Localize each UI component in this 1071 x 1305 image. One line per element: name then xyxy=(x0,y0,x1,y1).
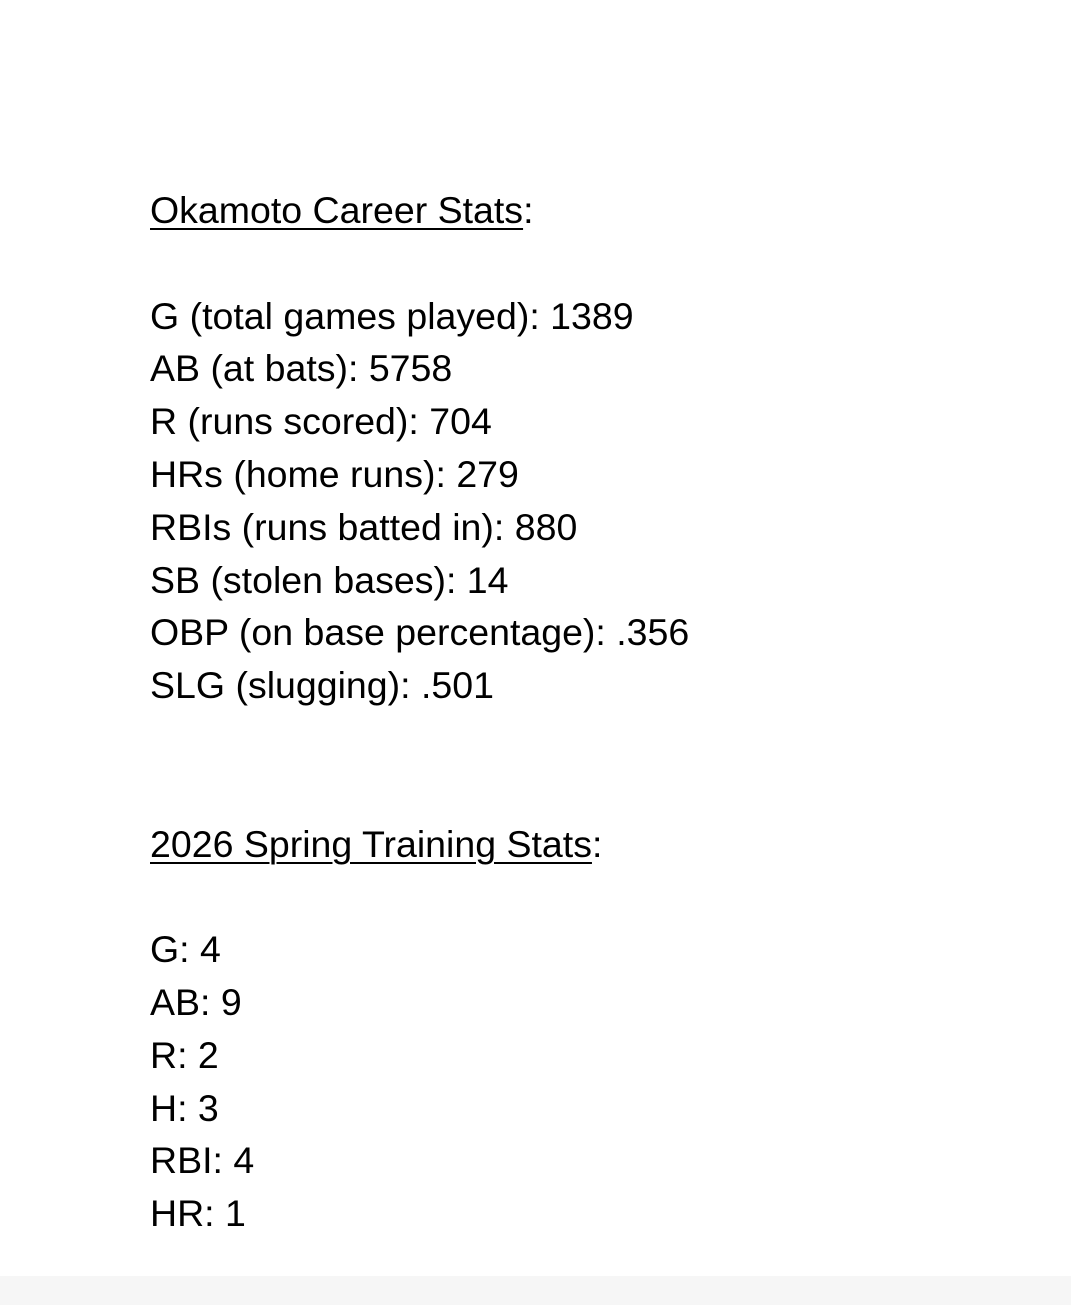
blank-line xyxy=(150,870,689,923)
spring-training-heading-colon: : xyxy=(591,822,603,865)
career-stat-games: G (total games played): 1389 xyxy=(150,294,634,337)
spring-training-section xyxy=(150,818,689,1240)
section-spacer xyxy=(150,712,689,818)
spring-training-heading xyxy=(150,818,689,871)
career-stat-runs: R (runs scored): 704 xyxy=(150,400,492,443)
career-stats-heading xyxy=(150,184,689,237)
career-stats-section xyxy=(150,184,689,712)
spring-training-heading-text: 2026 Spring Training Stats xyxy=(150,822,592,865)
spring-stat-games: G: 4 xyxy=(150,928,221,971)
spring-stat-home-runs: HR: 1 xyxy=(150,1192,246,1235)
blank-line xyxy=(150,237,689,290)
spring-training-list xyxy=(150,923,689,1240)
career-stats-list xyxy=(150,290,689,712)
career-stat-rbis: RBIs (runs batted in): 880 xyxy=(150,505,578,548)
document-body xyxy=(150,184,689,1240)
career-stat-slugging: SLG (slugging): .501 xyxy=(150,664,494,707)
spring-stat-rbi: RBI: 4 xyxy=(150,1139,255,1182)
career-stat-stolen-bases: SB (stolen bases): 14 xyxy=(150,558,509,601)
spring-stat-hits: H: 3 xyxy=(150,1086,219,1129)
career-stats-heading-text: Okamoto Career Stats xyxy=(150,189,524,231)
spring-stat-runs: R: 2 xyxy=(150,1033,219,1076)
spring-stat-at-bats: AB: 9 xyxy=(150,980,242,1023)
career-stat-home-runs: HRs (home runs): 279 xyxy=(150,452,519,495)
career-stat-at-bats: AB (at bats): 5758 xyxy=(150,347,453,390)
career-stats-heading-colon: : xyxy=(523,189,534,231)
career-stat-obp: OBP (on base percentage): .356 xyxy=(150,611,690,654)
